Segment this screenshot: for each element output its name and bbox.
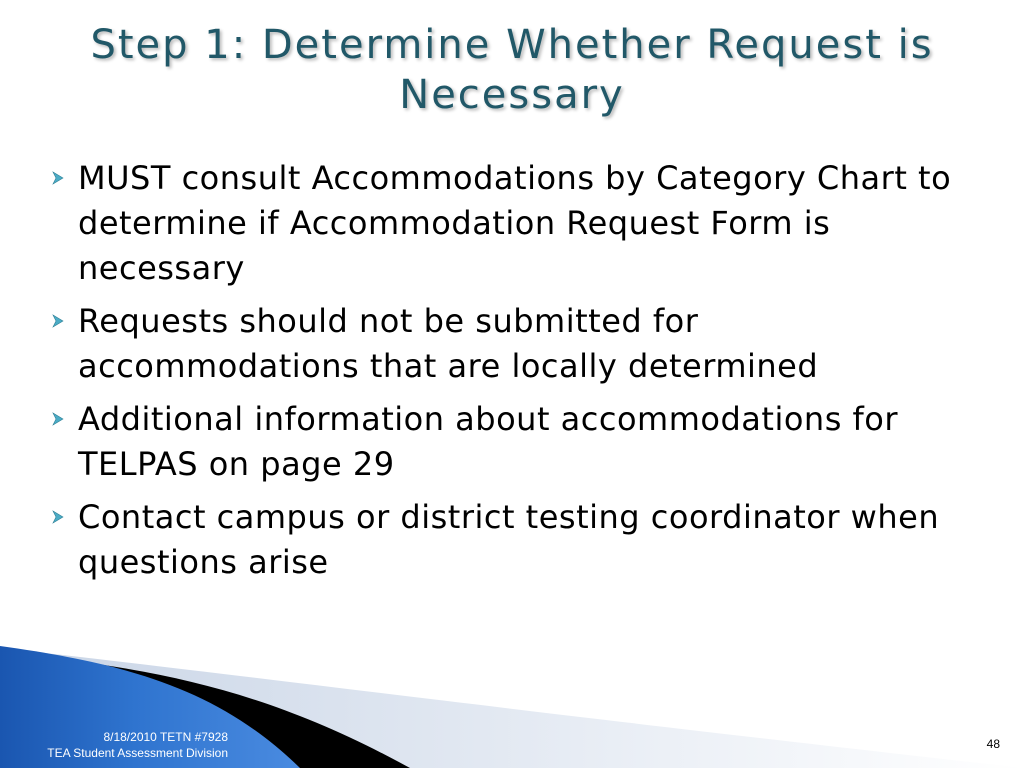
arrowhead-bullet-icon <box>50 170 66 186</box>
arrowhead-bullet-icon <box>50 509 66 525</box>
footer-date: 8/18/2010 TETN #7928 <box>103 730 228 744</box>
bullet-text: MUST consult Accommodations by Category Chart to determine if Accommodation Request Form is necessary <box>78 159 952 287</box>
slide-title: Step 1: Determine Whether Request is Necessary <box>90 22 934 118</box>
bullet-item <box>50 299 970 389</box>
arrowhead-bullet-icon <box>50 411 66 427</box>
arrowhead-bullet-icon <box>50 313 66 329</box>
bullet-text: Additional information about accommodations for TELPAS on page 29 <box>78 400 899 483</box>
bullet-item <box>50 156 970 291</box>
bullet-item <box>50 495 970 585</box>
bullet-text: Contact campus or district testing coordinator when questions arise <box>78 498 940 581</box>
bullet-list <box>50 156 970 593</box>
slide-number: 48 <box>986 737 1000 751</box>
bullet-item <box>50 397 970 487</box>
footer-division: TEA Student Assessment Division <box>47 746 228 760</box>
bullet-text: Requests should not be submitted for accommodations that are locally determined <box>78 302 819 385</box>
